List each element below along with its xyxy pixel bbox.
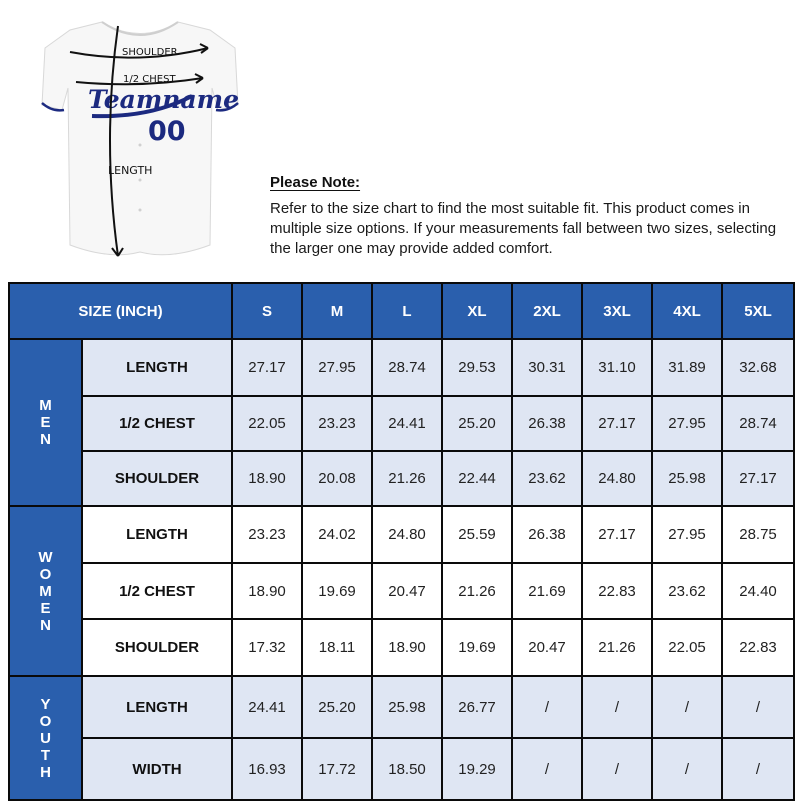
size-header-2xl: 2XL	[512, 283, 582, 339]
table-row	[9, 676, 794, 738]
size-header-5xl: 5XL	[722, 283, 794, 339]
size-header-l: L	[372, 283, 442, 339]
svg-text:00: 00	[148, 116, 186, 147]
cell: 18.90	[232, 451, 302, 506]
note-title: Please Note:	[270, 174, 361, 191]
cell: 20.47	[512, 619, 582, 676]
cell: 25.20	[302, 676, 372, 738]
svg-text:Teamname: Teamname	[88, 85, 240, 114]
cell: 28.74	[722, 396, 794, 451]
svg-text:SHOULDER: SHOULDER	[122, 47, 178, 58]
cell: 28.75	[722, 506, 794, 563]
cell: 18.90	[372, 619, 442, 676]
cell: /	[582, 676, 652, 738]
size-header-s: S	[232, 283, 302, 339]
cell: 25.20	[442, 396, 512, 451]
cell: 27.17	[232, 339, 302, 396]
table-row	[9, 563, 794, 619]
size-header-xl: XL	[442, 283, 512, 339]
cell: 21.26	[582, 619, 652, 676]
cell: 29.53	[442, 339, 512, 396]
cell: 18.11	[302, 619, 372, 676]
please-note	[270, 174, 798, 259]
cell: 22.83	[582, 563, 652, 619]
cell: 23.23	[232, 506, 302, 563]
group-men: M E N	[9, 339, 82, 506]
cell: 30.31	[512, 339, 582, 396]
cell: 24.02	[302, 506, 372, 563]
header-row	[9, 283, 794, 339]
row-label: LENGTH	[82, 676, 232, 738]
size-header-3xl: 3XL	[582, 283, 652, 339]
cell: 26.38	[512, 396, 582, 451]
row-label: WIDTH	[82, 738, 232, 800]
cell: 20.08	[302, 451, 372, 506]
table-row	[9, 738, 794, 800]
cell: 24.41	[372, 396, 442, 451]
table-row	[9, 506, 794, 563]
cell: 20.47	[372, 563, 442, 619]
table-row	[9, 451, 794, 506]
jersey-illustration	[40, 0, 240, 262]
table-row	[9, 619, 794, 676]
cell: 25.98	[652, 451, 722, 506]
cell: 19.69	[302, 563, 372, 619]
cell: 22.44	[442, 451, 512, 506]
cell: 27.17	[722, 451, 794, 506]
row-label: SHOULDER	[82, 451, 232, 506]
row-label: 1/2 CHEST	[82, 396, 232, 451]
cell: 23.62	[652, 563, 722, 619]
cell: /	[652, 738, 722, 800]
cell: 21.69	[512, 563, 582, 619]
cell: 31.10	[582, 339, 652, 396]
cell: 27.95	[652, 506, 722, 563]
cell: 21.26	[372, 451, 442, 506]
cell: 26.77	[442, 676, 512, 738]
row-label: LENGTH	[82, 506, 232, 563]
cell: 24.41	[232, 676, 302, 738]
cell: 25.98	[372, 676, 442, 738]
table-row	[9, 339, 794, 396]
cell: /	[722, 738, 794, 800]
cell: 19.69	[442, 619, 512, 676]
cell: 23.62	[512, 451, 582, 506]
cell: 16.93	[232, 738, 302, 800]
cell: 27.95	[652, 396, 722, 451]
cell: 24.40	[722, 563, 794, 619]
cell: 22.05	[232, 396, 302, 451]
cell: 24.80	[582, 451, 652, 506]
cell: 31.89	[652, 339, 722, 396]
cell: 19.29	[442, 738, 512, 800]
size-inch-header: SIZE (INCH)	[9, 283, 232, 339]
cell: /	[512, 738, 582, 800]
cell: /	[722, 676, 794, 738]
cell: 27.17	[582, 506, 652, 563]
cell: 26.38	[512, 506, 582, 563]
group-women: W O M E N	[9, 506, 82, 676]
cell: 22.05	[652, 619, 722, 676]
size-header-m: M	[302, 283, 372, 339]
cell: /	[652, 676, 722, 738]
cell: 18.50	[372, 738, 442, 800]
size-header-4xl: 4XL	[652, 283, 722, 339]
table-row	[9, 396, 794, 451]
row-label: LENGTH	[82, 339, 232, 396]
cell: 32.68	[722, 339, 794, 396]
cell: 21.26	[442, 563, 512, 619]
svg-text:LENGTH: LENGTH	[108, 164, 153, 177]
cell: /	[512, 676, 582, 738]
row-label: 1/2 CHEST	[82, 563, 232, 619]
cell: 18.90	[232, 563, 302, 619]
size-chart-table	[8, 282, 795, 801]
cell: 28.74	[372, 339, 442, 396]
cell: 23.23	[302, 396, 372, 451]
cell: 27.95	[302, 339, 372, 396]
cell: 25.59	[442, 506, 512, 563]
cell: 17.72	[302, 738, 372, 800]
cell: /	[582, 738, 652, 800]
row-label: SHOULDER	[82, 619, 232, 676]
cell: 27.17	[582, 396, 652, 451]
cell: 22.83	[722, 619, 794, 676]
jersey-icon	[40, 0, 240, 262]
cell: 24.80	[372, 506, 442, 563]
cell: 17.32	[232, 619, 302, 676]
group-youth: Y O U T H	[9, 676, 82, 800]
note-body: Refer to the size chart to find the most suitable fit. This product comes in multiple size options. If your measurements fall between two sizes, selecting the larger one may provide added comfort.	[270, 200, 777, 257]
svg-text:1/2 CHEST: 1/2 CHEST	[123, 74, 176, 85]
